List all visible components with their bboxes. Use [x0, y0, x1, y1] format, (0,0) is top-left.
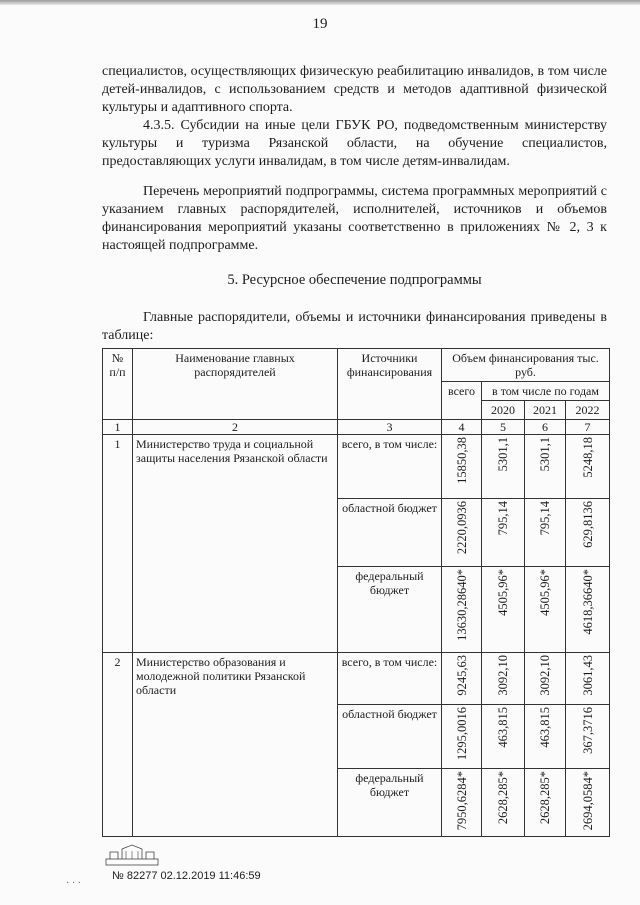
col-number: 4: [442, 420, 482, 435]
value-total: 1295,0016: [454, 707, 469, 761]
source-cell: областной бюджет: [338, 499, 442, 567]
group-1-num: 1: [103, 435, 133, 653]
financing-table: [102, 348, 610, 837]
value-2020: 4505,96*: [496, 569, 510, 616]
source-cell: федеральный бюджет: [338, 567, 442, 653]
value-2022: 629,8136: [580, 501, 595, 548]
page-number: 19: [312, 16, 328, 32]
header-source: Источники финансирования: [338, 349, 442, 420]
value-total: 7950,6284*: [454, 771, 469, 831]
value-total: 15850,38: [454, 437, 469, 484]
col-number: 6: [525, 420, 566, 435]
group-1-name: Министерство труда и социальной защиты населения Рязанской области: [133, 435, 338, 653]
paragraph-1: [102, 63, 607, 117]
value-2020: 5301,1: [496, 437, 510, 472]
header-year-2021: 2021: [525, 401, 566, 420]
source-cell: всего, в том числе:: [338, 435, 442, 499]
value-2020: 463,815: [496, 707, 510, 748]
paragraph-2: [102, 117, 607, 171]
value-2021: 463,815: [538, 707, 552, 748]
scan-top-edge: [0, 0, 640, 5]
intro-paragraph: [102, 309, 607, 345]
col-number: 5: [482, 420, 525, 435]
value-2021: 2628,285*: [538, 771, 552, 825]
value-2022: 5248,18: [580, 437, 595, 478]
footer-registration: № 82277 02.12.2019 11:46:59: [112, 870, 261, 882]
value-2021: 3092,10: [538, 655, 552, 696]
source-cell: всего, в том числе:: [338, 653, 442, 705]
value-2022: 3061,43: [580, 655, 595, 696]
table-row: [103, 653, 610, 705]
group-2-num: 2: [103, 653, 133, 837]
scan-specks: · · ·: [66, 878, 81, 889]
header-name: Наименование главных распорядителей: [133, 349, 338, 420]
value-2022: 367,3716: [580, 707, 595, 754]
col-number: 7: [566, 420, 610, 435]
col-number: 1: [103, 420, 133, 435]
source-cell: областной бюджет: [338, 705, 442, 769]
table-row: [103, 435, 610, 499]
value-2021: 5301,1: [538, 437, 552, 472]
paragraph-text: Перечень мероприятий подпрограммы, система программных мероприятий с указанием главных распорядителей, исполнителей, источников и объемов финансирования мероприятий указаны соответственно в приложениях № 2, 3 к настоящей подпрограмме.: [102, 184, 607, 253]
intro-text: Главные распорядители, объемы и источники финансирования приведены в таблице:: [102, 310, 607, 343]
value-2020: 2628,285*: [496, 771, 510, 825]
col-number: 2: [133, 420, 338, 435]
value-2021: 795,14: [538, 501, 552, 536]
value-2022: 4618,36640*: [580, 569, 595, 635]
paragraph-3: [102, 183, 607, 255]
header-num: № п/п: [103, 349, 133, 420]
paragraph-text: 4.3.5. Субсидии на иные цели ГБУК РО, подведомственным министерству культуры и туризма Рязанской области, на обучение специалистов, предоставляющих услуги инвалидам, в том числе детям-инвалидам.: [102, 118, 607, 169]
section-heading: 5. Ресурсное обеспечение подпрограммы: [227, 272, 482, 288]
value-total: 9245,63: [454, 655, 469, 696]
value-2022: 2694,0584*: [580, 771, 595, 831]
paragraph-text: специалистов, осуществляющих физическую реабилитацию инвалидов, в том числе детей-инвалидов, с использованием средств и методов адаптивной физической культуры и адаптивного спорта.: [102, 64, 607, 115]
column-numbers-row: [103, 420, 610, 435]
header-by-years: в том числе по годам: [482, 382, 610, 401]
value-2021: 4505,96*: [538, 569, 552, 616]
emblem-stamp-icon: [104, 843, 160, 867]
header-volume: Объем финансирования тыс. руб.: [442, 349, 610, 382]
value-total: 2220,0936: [454, 501, 469, 555]
value-2020: 795,14: [496, 501, 510, 536]
group-2-name: Министерство образования и молодежной политики Рязанской области: [133, 653, 338, 837]
source-cell: федеральный бюджет: [338, 769, 442, 837]
value-total: 13630,28640*: [454, 569, 469, 641]
header-year-2020: 2020: [482, 401, 525, 420]
value-2020: 3092,10: [496, 655, 510, 696]
col-number: 3: [338, 420, 442, 435]
header-total: всего: [442, 382, 482, 420]
header-year-2022: 2022: [566, 401, 610, 420]
